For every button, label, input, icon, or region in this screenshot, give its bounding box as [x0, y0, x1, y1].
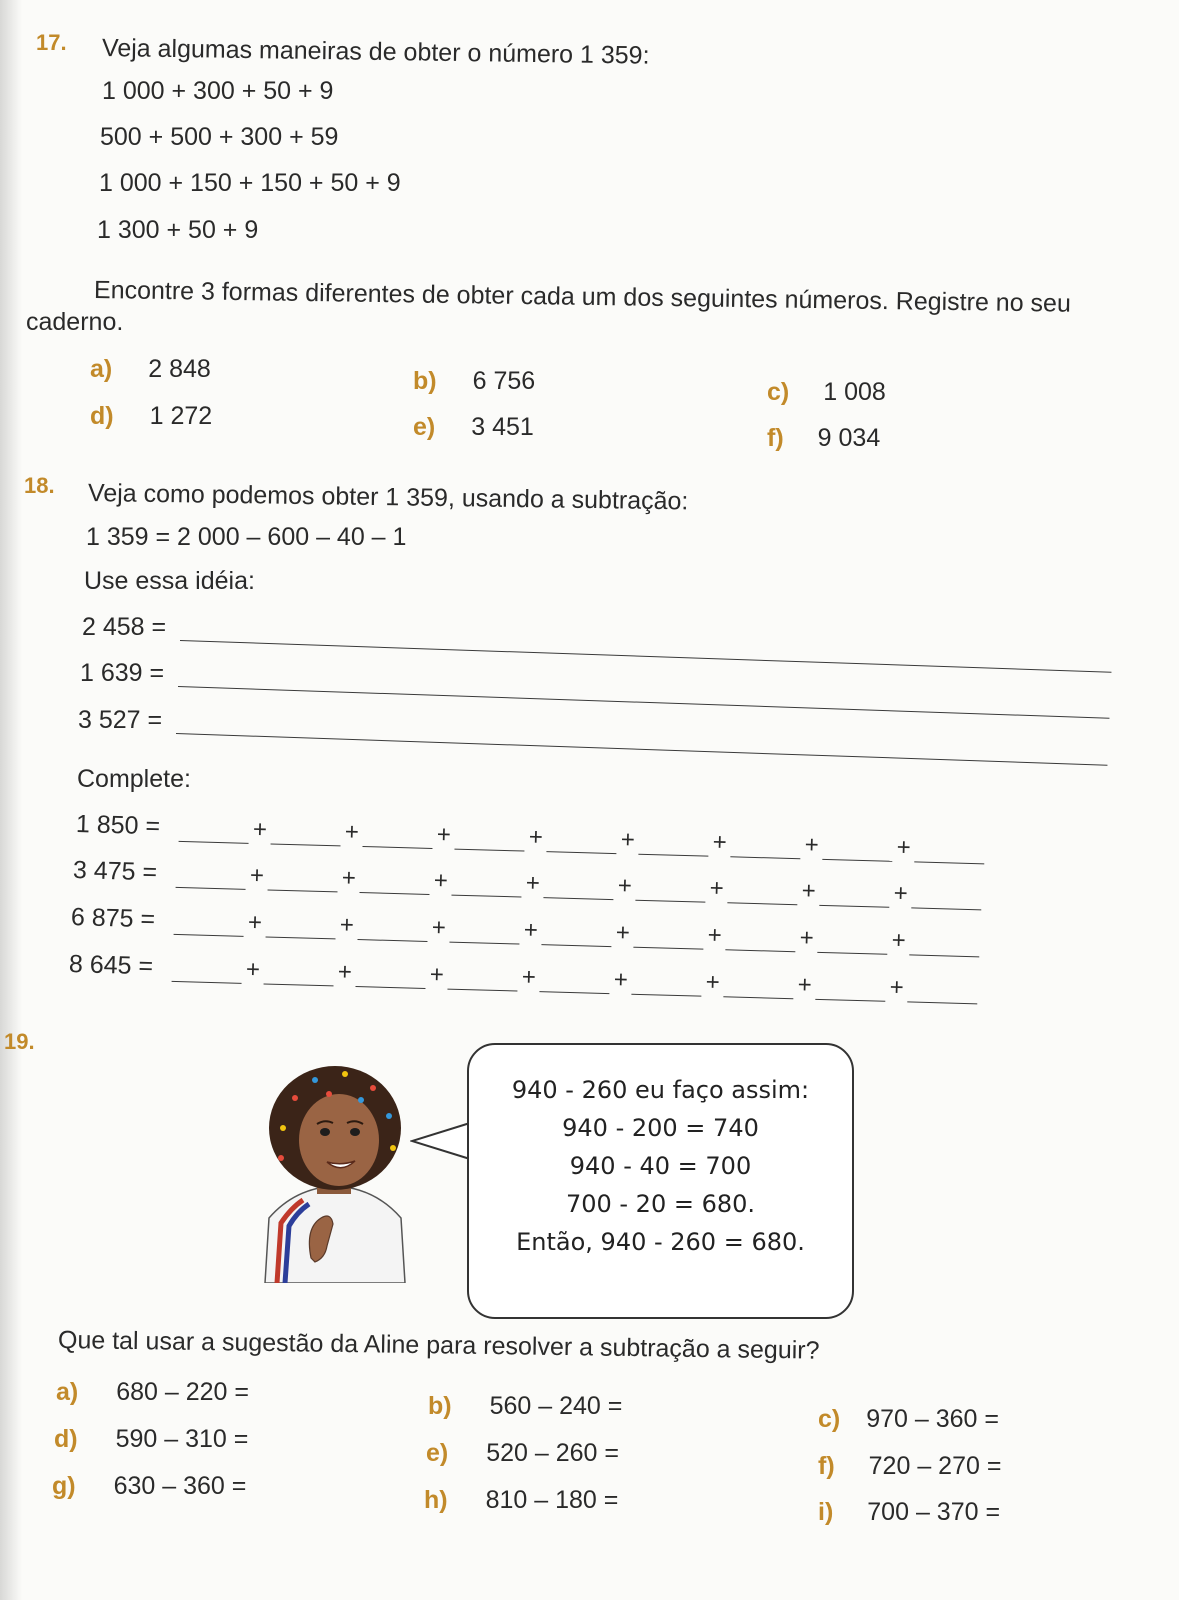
blank-field[interactable]: [543, 877, 614, 900]
bubble-line: 940 - 200 = 740: [562, 1114, 759, 1142]
blank-field[interactable]: [633, 927, 704, 950]
item-d: d) 1 272: [90, 402, 213, 430]
item-e: e) 3 451: [413, 413, 534, 441]
answer-line[interactable]: [178, 686, 1109, 719]
blank-field[interactable]: [174, 914, 245, 937]
sum-line: 500 + 500 + 300 + 59: [100, 123, 339, 151]
speech-bubble-tail: [410, 1115, 472, 1175]
exercise-18-example: 1 359 = 2 000 – 600 – 40 – 1: [86, 523, 407, 551]
blank-field[interactable]: [355, 966, 426, 989]
blank-field[interactable]: [359, 872, 430, 895]
exercise-19-question: Que tal usar a sugestão da Aline para resolver a subtração a seguir?: [57, 1326, 820, 1365]
sum-line: 1 300 + 50 + 9: [97, 216, 259, 244]
blank-field[interactable]: [909, 934, 980, 957]
sum-line: 1 000 + 300 + 50 + 9: [102, 77, 334, 105]
blank-field[interactable]: [546, 831, 617, 854]
blank-field[interactable]: [454, 829, 525, 852]
item-d: d) 590 – 310 =: [54, 1425, 249, 1453]
bubble-line: 940 - 40 = 700: [569, 1152, 752, 1180]
blank-field[interactable]: [727, 882, 798, 905]
complete-label: Complete:: [77, 765, 191, 793]
girl-aline-illustration: [255, 1058, 415, 1283]
blank-field[interactable]: [725, 929, 796, 952]
blank-field[interactable]: [631, 974, 702, 997]
answer-row-label: 3 527 =: [78, 706, 163, 734]
answer-line[interactable]: [180, 640, 1111, 673]
complete-row: 3 475 = + + + + + + + +: [73, 856, 982, 910]
blank-field[interactable]: [635, 880, 706, 903]
blank-field[interactable]: [815, 979, 886, 1002]
blank-field[interactable]: [817, 932, 888, 955]
bubble-line: Então, 940 - 260 = 680.: [516, 1228, 805, 1256]
sum-line: 1 000 + 150 + 150 + 50 + 9: [99, 169, 401, 197]
blank-field[interactable]: [179, 821, 250, 844]
use-idea-label: Use essa idéia:: [84, 567, 255, 595]
complete-row: 8 645 = + + + + + + + +: [69, 950, 978, 1004]
item-g: g) 630 – 360 =: [52, 1472, 247, 1500]
blank-field[interactable]: [638, 834, 709, 857]
item-c: c) 1 008: [767, 378, 886, 406]
blank-field[interactable]: [271, 823, 342, 846]
complete-row: 1 850 = + + + + + + + +: [76, 810, 985, 864]
exercise-18-intro: Veja como podemos obter 1 359, usando a subtração:: [87, 479, 689, 516]
blank-field[interactable]: [723, 976, 794, 999]
blank-field[interactable]: [357, 919, 428, 942]
exercise-18-number: 18.: [24, 473, 55, 498]
exercise-19-number: 19.: [4, 1029, 35, 1054]
blank-field[interactable]: [539, 971, 610, 994]
answer-row-label: 1 639 =: [80, 659, 165, 687]
item-i: i) 700 – 370 =: [818, 1498, 1001, 1526]
exercise-17-instruction-cont: caderno.: [26, 308, 124, 336]
blank-field[interactable]: [266, 916, 337, 939]
blank-field[interactable]: [730, 836, 801, 859]
item-f: f) 9 034: [767, 424, 881, 452]
exercise-17-intro: Veja algumas maneiras de obter o número 1 359:: [101, 34, 650, 70]
blank-field[interactable]: [911, 887, 982, 910]
blank-field[interactable]: [268, 869, 339, 892]
blank-field[interactable]: [447, 969, 518, 992]
blank-field[interactable]: [362, 826, 433, 849]
exercise-17-number: 17.: [36, 30, 67, 55]
item-e: e) 520 – 260 =: [426, 1439, 619, 1467]
exercise-17-instruction: Encontre 3 formas diferentes de obter cada um dos seguintes números. Registre no seu: [93, 276, 1072, 318]
item-f: f) 720 – 270 =: [818, 1452, 1002, 1480]
item-a: a) 2 848: [90, 355, 211, 383]
item-b: b) 560 – 240 =: [428, 1392, 623, 1420]
item-h: h) 810 – 180 =: [424, 1486, 619, 1514]
blank-field[interactable]: [172, 961, 243, 984]
blank-field[interactable]: [451, 875, 522, 898]
item-b: b) 6 756: [413, 367, 536, 395]
bubble-line: 700 - 20 = 680.: [565, 1190, 756, 1218]
blank-field[interactable]: [822, 839, 893, 862]
blank-field[interactable]: [176, 867, 247, 890]
page-gutter-shadow: [0, 0, 22, 1600]
blank-field[interactable]: [449, 922, 520, 945]
blank-field[interactable]: [819, 885, 890, 908]
item-a: a) 680 – 220 =: [56, 1378, 249, 1406]
blank-field[interactable]: [264, 963, 335, 986]
speech-bubble: [467, 1043, 854, 1319]
blank-field[interactable]: [914, 841, 985, 864]
answer-line[interactable]: [176, 733, 1107, 766]
complete-row: 6 875 = + + + + + + + +: [71, 903, 980, 957]
item-c: c) 970 – 360 =: [818, 1405, 999, 1433]
answer-row-label: 2 458 =: [82, 613, 167, 641]
bubble-line: 940 - 260 eu faço assim:: [511, 1076, 810, 1104]
blank-field[interactable]: [907, 981, 978, 1004]
blank-field[interactable]: [541, 924, 612, 947]
